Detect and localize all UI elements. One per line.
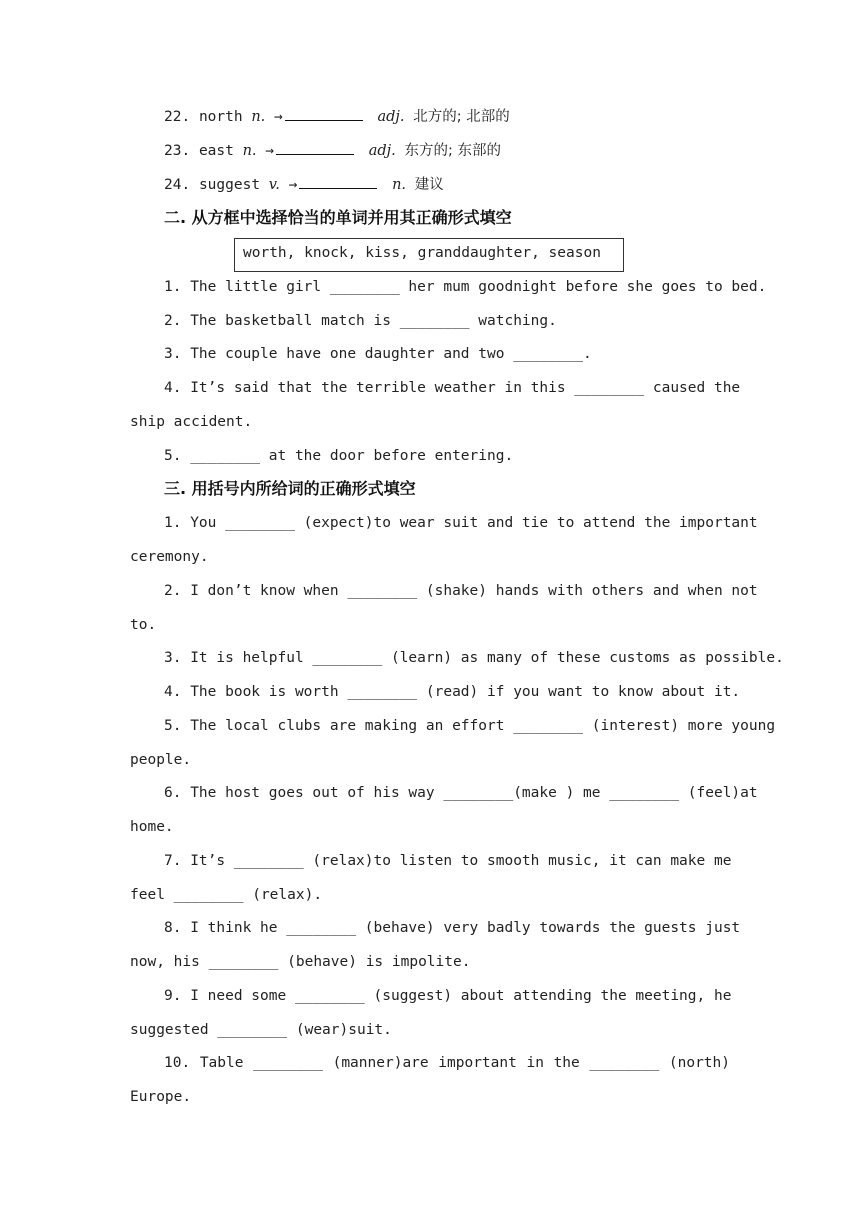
exercise-line: ship accident. [130,414,253,430]
vocab-item-23 [164,140,730,161]
exercise-line: 2. I don’t know when ________ (shake) hands with others and when not [164,583,758,599]
part-of-speech: adj. [368,143,396,159]
vocab-word: east [198,143,234,159]
item-number: 24. [164,177,191,193]
exercise-line: home. [130,819,174,835]
exercise-line: 8. I think he ________ (behave) very badly towards the guests just [164,920,741,936]
answer-blank[interactable] [276,140,354,155]
vocab-word: north [198,109,243,125]
exercise-line: feel ________ (relax). [130,887,323,903]
exercise-line: people. [130,752,192,768]
exercise-line: 3. It is helpful ________ (learn) as many of these customs as possible. [164,650,784,666]
word-box [234,238,624,272]
vocab-meaning: 建议 [414,177,444,193]
section-heading-3: 三. 用括号内所给词的正确形式填空 [164,479,416,498]
part-of-speech: v. [268,177,280,193]
part-of-speech: n. [392,177,407,193]
exercise-line: now, his ________ (behave) is impolite. [130,954,471,970]
vocab-item-24 [164,174,730,195]
vocab-meaning: 北方的; 北部的 [413,109,510,125]
arrow-icon: → [265,143,275,159]
exercise-line: 2. The basketball match is ________ watching. [164,313,557,329]
exercise-line: to. [130,617,157,633]
word-box-text: worth, knock, kiss, granddaughter, season [243,245,601,261]
section-heading-2: 二. 从方框中选择恰当的单词并用其正确形式填空 [164,208,512,227]
exercise-line: 5. The local clubs are making an effort ________ (interest) more young [164,718,776,734]
answer-blank[interactable] [299,174,377,189]
exercise-line: 9. I need some ________ (suggest) about attending the meeting, he [164,988,732,1004]
item-number: 23. [164,143,191,159]
exercise-line: 10. Table ________ (manner)are important in the ________ (north) [164,1055,730,1071]
part-of-speech: n. [242,143,257,159]
exercise-line: 7. It’s ________ (relax)to listen to smooth music, it can make me [164,853,732,869]
exercise-line: 5. ________ at the door before entering. [164,448,514,464]
exercise-line: 1. The little girl ________ her mum goodnight before she goes to bed. [164,279,767,295]
exercise-line: suggested ________ (wear)suit. [130,1022,392,1038]
exercise-line: 1. You ________ (expect)to wear suit and tie to attend the important [164,515,758,531]
exercise-line: Europe. [130,1089,192,1105]
exercise-line: 6. The host goes out of his way ________(make ) me ________ (feel)at [164,785,758,801]
arrow-icon: → [274,109,283,125]
arrow-icon: → [288,177,298,193]
answer-blank[interactable] [285,106,363,121]
vocab-meaning: 东方的; 东部的 [404,143,502,159]
part-of-speech: n. [251,109,266,125]
exercise-line: 4. The book is worth ________ (read) if you want to know about it. [164,684,741,700]
item-number: 22. [164,109,191,125]
exercise-line: ceremony. [130,549,209,565]
vocab-item-22 [164,106,730,127]
part-of-speech: adj. [377,109,405,125]
exercise-line: 4. It’s said that the terrible weather in this ________ caused the [164,380,741,396]
vocab-word: suggest [198,177,261,193]
exercise-line: 3. The couple have one daughter and two ________. [164,346,592,362]
